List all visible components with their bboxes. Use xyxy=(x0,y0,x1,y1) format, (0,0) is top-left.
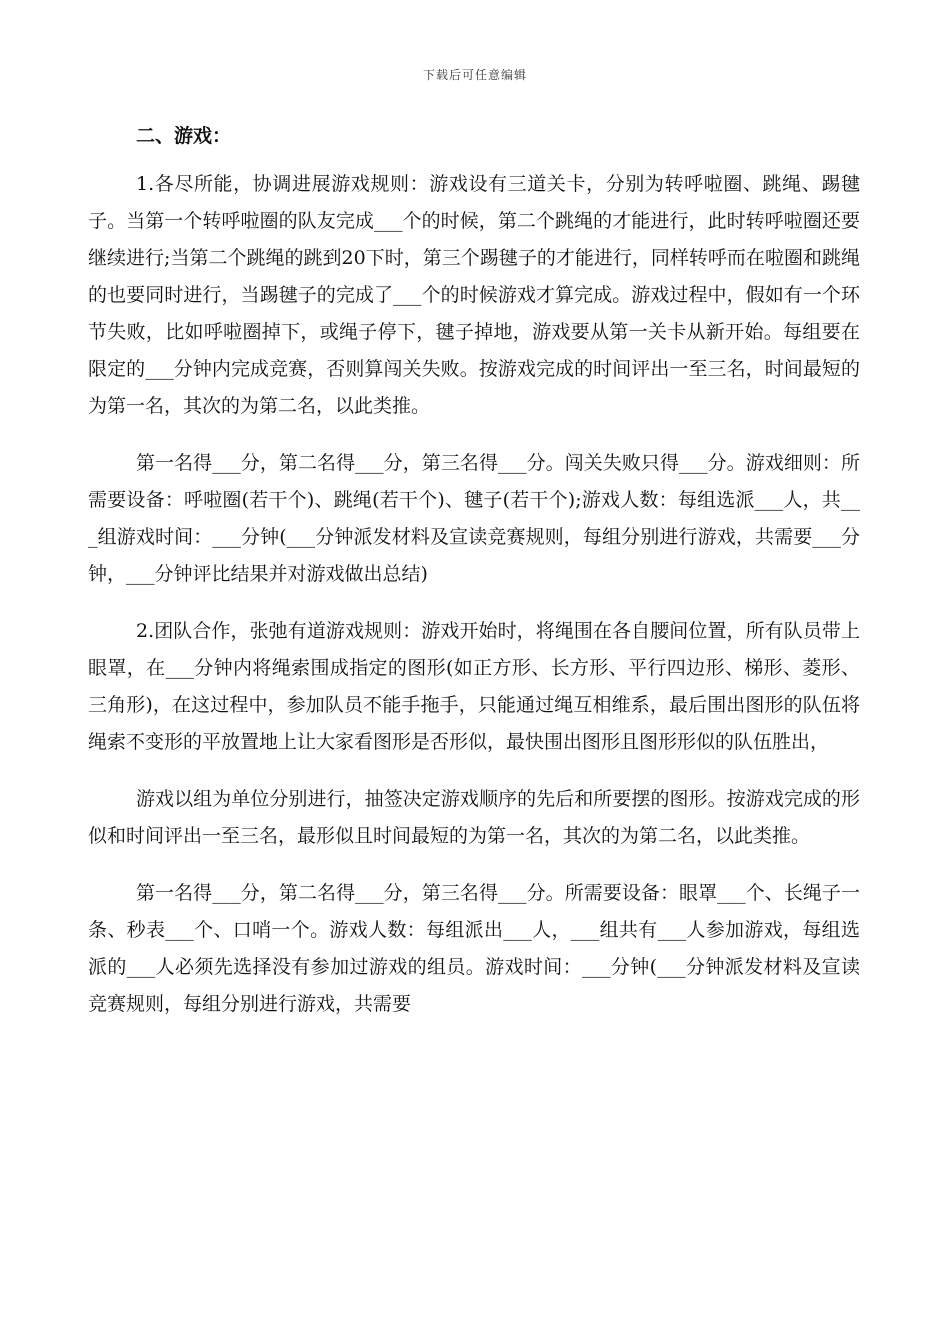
paragraph-5: 第一名得___分，第二名得___分，第三名得___分。所需要设备：眼罩___个、长绳子一条、秒表___个、口哨一个。游戏人数：每组派出___人，___组共有___人参加游戏，每组选派的___人必须先选择没有参加过游戏的组员。游戏时间：___分钟(___分钟派发材料及宣读竞赛规则，每组分别进行游戏，共需要 xyxy=(88,882,860,1015)
paragraph-1: 1.各尽所能，协调进展游戏规则：游戏设有三道关卡，分别为转呼啦圈、跳绳、踢毽子。当第一个转呼啦圈的队友完成___个的时候，第二个跳绳的才能进行，此时转呼啦圈还要继续进行;当第二个跳绳的跳到20下时，第三个踢毽子的才能进行，同样转呼而在啦圈和跳绳的也要同时进行，当踢毽子的完成了___个的时候游戏才算完成。游戏过程中，假如有一个环节失败，比如呼啦圈掉下，或绳子停下，毽子掉地，游戏要从第一关卡从新开始。每组要在限定的___分钟内完成竞赛，否则算闯关失败。按游戏完成的时间评出一至三名，时间最短的为第一名，其次的为第二名，以此类推。 xyxy=(88,173,860,417)
paragraph-3: 2.团队合作，张弛有道游戏规则：游戏开始时，将绳围在各自腰间位置，所有队员带上眼罩，在___分钟内将绳索围成指定的图形(如正方形、长方形、平行四边形、梯形、菱形、三角形)，在这过程中，参加队员不能手拖手，只能通过绳互相维系，最后围出图形的队伍将绳索不变形的平放置地上让大家看图形是否形似，最快围出图形且图形形似的队伍胜出， xyxy=(88,620,860,753)
section-heading: 二、游戏： xyxy=(136,125,232,147)
page-header: 下载后可任意编辑 xyxy=(422,68,527,82)
paragraph-2: 第一名得___分，第二名得___分，第三名得___分。闯关失败只得___分。游戏细则：所需要设备：呼啦圈(若干个)、跳绳(若干个)、毽子(若干个);游戏人数：每组选派___人，共___组游戏时间：___分钟(___分钟派发材料及宣读竞赛规则，每组分别进行游戏，共需要___分钟，___分钟评比结果并对游戏做出总结) xyxy=(88,452,860,585)
document-body xyxy=(88,118,860,1043)
paragraph-4: 游戏以组为单位分别进行，抽签决定游戏顺序的先后和所要摆的图形。按游戏完成的形似和时间评出一至三名，最形似且时间最短的为第一名，其次的为第二名，以此类推。 xyxy=(88,788,860,847)
